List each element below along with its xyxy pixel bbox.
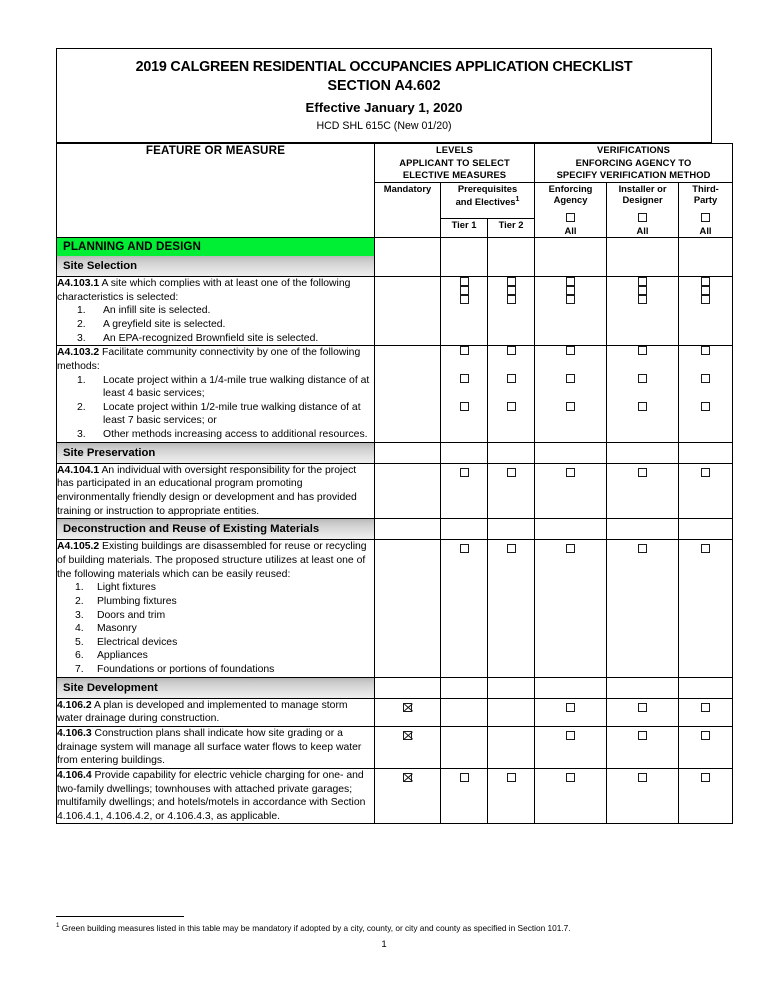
checkbox-tier2-item3[interactable] [507, 295, 516, 304]
table-row [57, 346, 733, 442]
checkbox-tier2-item2[interactable] [507, 286, 516, 295]
table-row [57, 463, 733, 519]
header-tier-2 [488, 219, 535, 237]
cell-tier2 [488, 540, 535, 677]
banner-cell-installer [607, 237, 679, 277]
header-mandatory [375, 182, 441, 237]
cell-installer-designer [607, 277, 679, 346]
table-header-group-row [57, 144, 733, 182]
list-item: Locate project within 1/2-mile true walking distance of at least 7 basic services; or [103, 401, 361, 427]
cell-installer-designer [607, 346, 679, 442]
subsection-header-cell [57, 442, 375, 463]
cell-tier1 [441, 463, 488, 519]
banner-cell-installer [607, 519, 679, 540]
cell-enforcing-agency [535, 768, 607, 824]
checkbox-tier2-item3[interactable] [507, 402, 516, 411]
page-number: 1 [381, 938, 387, 950]
banner-cell-installer [607, 442, 679, 463]
measure-description: An individual with oversight responsibility for the project has participated in an educational program promoting environmentally friendly design or development and has provided training or instruction to appropriate entities. [57, 464, 357, 517]
list-item: Appliances [97, 650, 148, 662]
banner-cell-tier1 [441, 677, 488, 698]
checkbox-tier1[interactable] [460, 544, 469, 553]
cell-tier2 [488, 277, 535, 346]
table-row [57, 768, 733, 824]
cell-mandatory [375, 463, 441, 519]
measure-text [57, 769, 374, 824]
cell-mandatory [375, 727, 441, 769]
cell-third-party [679, 463, 733, 519]
document-title-block [56, 48, 712, 143]
cell-tier2 [488, 768, 535, 824]
checkbox-all-installer-designer[interactable] [638, 213, 647, 222]
cell-tier2 [488, 698, 535, 726]
list-item: Electrical devices [97, 636, 178, 648]
header-tier2-label: Tier 2 [498, 219, 524, 231]
cell-installer-designer [607, 540, 679, 677]
checkbox-enforcing-item1[interactable] [566, 277, 575, 286]
footnote-body: Green building measures listed in this table may be mandatory if adopted by a city, county, or city and county as specified in Section 101.7. [59, 922, 571, 933]
cell-mandatory [375, 698, 441, 726]
list-item: Masonry [97, 623, 137, 635]
checkbox-installer-designer[interactable] [638, 703, 647, 712]
banner-cell-tier2 [488, 237, 535, 277]
cell-tier1 [441, 698, 488, 726]
measure-text [57, 699, 374, 726]
measure-description: A plan is developed and implemented to manage storm water drainage during construction. [57, 699, 348, 725]
checkbox-tier1[interactable] [460, 468, 469, 477]
cell-tier1 [441, 540, 488, 677]
list-item: A greyfield site is selected. [103, 319, 226, 331]
checkbox-mandatory-checked[interactable] [403, 773, 412, 782]
subsection-header-cell [57, 677, 375, 698]
cell-enforcing-agency [535, 346, 607, 442]
measure-code: A4.103.1 [57, 278, 100, 290]
header-enforcing-all-label: All [564, 224, 577, 236]
measure-a4-103-2 [57, 346, 375, 442]
cell-third-party [679, 540, 733, 677]
checkbox-installer-item3[interactable] [638, 402, 647, 411]
subsection-header-cell [57, 519, 375, 540]
checkbox-tier2-item1[interactable] [507, 346, 516, 355]
checkbox-installer-designer[interactable] [638, 468, 647, 477]
measure-text [57, 277, 374, 304]
header-verifications-line1: VERIFICATIONS [597, 144, 671, 156]
banner-cell-mandatory [375, 519, 441, 540]
banner-cell-installer [607, 677, 679, 698]
header-tier1-label: Tier 1 [451, 219, 477, 231]
checkbox-tier2-item2[interactable] [507, 374, 516, 383]
cell-third-party [679, 277, 733, 346]
title-main: 2019 CALGREEN RESIDENTIAL OCCUPANCIES APPLICATION CHECKLIST [135, 59, 633, 75]
footnote-separator [56, 916, 184, 917]
checkbox-third-item2[interactable] [701, 374, 710, 383]
checkbox-tier1-item1[interactable] [460, 277, 469, 286]
checkbox-third-party[interactable] [701, 773, 710, 782]
header-enforcing-agency [535, 182, 607, 237]
cell-third-party [679, 768, 733, 824]
checkbox-tier1-item3[interactable] [460, 295, 469, 304]
checkbox-third-item3[interactable] [701, 295, 710, 304]
cell-installer-designer [607, 727, 679, 769]
banner-cell-tier2 [488, 519, 535, 540]
header-verifications-group [535, 144, 733, 182]
checkbox-enforcing-item1[interactable] [566, 346, 575, 355]
checkbox-installer-item1[interactable] [638, 277, 647, 286]
list-item: An EPA-recognized Brownfield site is selected. [103, 332, 319, 344]
checkbox-mandatory-checked[interactable] [403, 703, 412, 712]
cell-third-party [679, 698, 733, 726]
checkbox-enforcing-agency[interactable] [566, 544, 575, 553]
measure-text [57, 346, 374, 373]
banner-cell-third [679, 442, 733, 463]
checkbox-enforcing-item2[interactable] [566, 374, 575, 383]
checkbox-enforcing-item2[interactable] [566, 286, 575, 295]
list-item: Light fixtures [97, 582, 156, 594]
cell-tier1 [441, 768, 488, 824]
checkbox-tier1-item2[interactable] [460, 374, 469, 383]
footnote-text [56, 922, 712, 934]
banner-cell-mandatory [375, 237, 441, 277]
banner-cell-tier1 [441, 237, 488, 277]
checkbox-mandatory-checked[interactable] [403, 731, 412, 740]
checklist-table [56, 143, 733, 824]
footnote-marker: 1 [56, 922, 60, 929]
list-item: An infill site is selected. [103, 305, 211, 317]
checkbox-third-party[interactable] [701, 731, 710, 740]
checkbox-third-item3[interactable] [701, 402, 710, 411]
measure-code: 4.106.4 [57, 769, 92, 781]
footnote-marker-prereq: 1 [515, 195, 520, 203]
cell-tier2 [488, 346, 535, 442]
measure-item-list [57, 304, 374, 345]
cell-third-party [679, 346, 733, 442]
measure-code: A4.105.2 [57, 541, 100, 553]
cell-tier1 [441, 727, 488, 769]
header-installer-line2: Designer [622, 194, 663, 206]
header-tier-1 [441, 219, 488, 237]
title-section: SECTION A4.602 [327, 77, 441, 94]
measure-item-list [57, 581, 374, 676]
cell-mandatory [375, 768, 441, 824]
checkbox-installer-designer[interactable] [638, 544, 647, 553]
checkbox-third-party[interactable] [701, 703, 710, 712]
banner-cell-third [679, 519, 733, 540]
list-item: Doors and trim [97, 609, 166, 621]
list-item: Plumbing fixtures [97, 595, 177, 607]
checkbox-tier1-item3[interactable] [460, 402, 469, 411]
banner-cell-mandatory [375, 677, 441, 698]
checkbox-third-party[interactable] [701, 544, 710, 553]
measure-item-list [57, 374, 374, 442]
checkbox-installer-designer[interactable] [638, 773, 647, 782]
header-levels-line3: ELECTIVE MEASURES [402, 169, 507, 181]
banner-cell-tier1 [441, 519, 488, 540]
cell-tier1 [441, 277, 488, 346]
cell-tier2 [488, 463, 535, 519]
header-installer-or-designer [607, 182, 679, 237]
cell-third-party [679, 727, 733, 769]
table-row [57, 727, 733, 769]
banner-cell-tier2 [488, 677, 535, 698]
checkbox-tier2[interactable] [507, 544, 516, 553]
checkbox-tier2-item1[interactable] [507, 277, 516, 286]
subsection-banner-row-deconstruction [57, 519, 733, 540]
checkbox-third-item1[interactable] [701, 346, 710, 355]
checkbox-enforcing-agency[interactable] [566, 773, 575, 782]
header-levels-line2: APPLICANT TO SELECT [399, 156, 510, 168]
checkbox-installer-item1[interactable] [638, 346, 647, 355]
checkbox-installer-designer[interactable] [638, 731, 647, 740]
header-prerequisites-and-electives [441, 182, 535, 219]
section-header-cell [57, 237, 375, 277]
header-prereq-line1: Prerequisites [457, 182, 518, 194]
header-enforcing-line2: Agency [553, 194, 588, 206]
subsection-title-site-selection: Site Selection [57, 256, 374, 276]
cell-mandatory [375, 346, 441, 442]
list-item: Foundations or portions of foundations [97, 664, 275, 676]
checkbox-installer-item2[interactable] [638, 374, 647, 383]
cell-installer-designer [607, 698, 679, 726]
banner-cell-mandatory [375, 442, 441, 463]
checkbox-tier1-item1[interactable] [460, 346, 469, 355]
header-installer-all-label: All [636, 224, 649, 236]
measure-description: Existing buildings are disassembled for reuse or recycling of building materials. The proposed structure utilizes at least one of the following materials which can be easily reused: [57, 541, 367, 580]
checkbox-all-enforcing-agency[interactable] [566, 213, 575, 222]
checkbox-enforcing-agency[interactable] [566, 468, 575, 477]
measure-a4-103-1 [57, 277, 375, 346]
measure-description: A site which complies with at least one of the following characteristics is selected: [57, 278, 351, 303]
cell-enforcing-agency [535, 698, 607, 726]
section-banner-row-planning [57, 237, 733, 277]
header-levels-line1: LEVELS [435, 144, 474, 156]
banner-cell-enforcing [535, 519, 607, 540]
banner-cell-enforcing [535, 677, 607, 698]
subsection-title-deconstruction: Deconstruction and Reuse of Existing Materials [57, 519, 374, 539]
measure-code: A4.103.2 [57, 347, 100, 359]
subsection-banner-row-site-development [57, 677, 733, 698]
table-row [57, 540, 733, 677]
measure-description: Provide capability for electric vehicle charging for one- and two-family dwellings; townhouses with attached private garages; multifamily dwellings; and hotels/motels in accordance with Section 4.106.4.1, 4.106.4.2, or 4.106.4.3, as applicable. [57, 769, 366, 822]
banner-cell-tier2 [488, 442, 535, 463]
header-third-party [679, 182, 733, 237]
banner-cell-third [679, 677, 733, 698]
section-title-planning-and-design: PLANNING AND DESIGN [57, 238, 374, 256]
measure-text [57, 464, 374, 519]
cell-enforcing-agency [535, 540, 607, 677]
checkbox-tier2[interactable] [507, 773, 516, 782]
header-feature-or-measure [57, 144, 375, 237]
title-form-number: HCD SHL 615C (New 01/20) [316, 119, 452, 132]
subsection-banner-row-site-preservation [57, 442, 733, 463]
cell-tier1 [441, 346, 488, 442]
header-third-line1: Third- [692, 182, 719, 194]
checkbox-installer-item2[interactable] [638, 286, 647, 295]
header-third-line2: Party [693, 194, 718, 206]
list-item: Locate project within a 1/4-mile true walking distance of at least 4 basic services; [103, 374, 370, 400]
title-effective-date: Effective January 1, 2020 [305, 99, 463, 115]
checkbox-all-third-party[interactable] [701, 213, 710, 222]
cell-enforcing-agency [535, 727, 607, 769]
checkbox-tier1[interactable] [460, 773, 469, 782]
header-enforcing-line1: Enforcing [548, 182, 593, 194]
measure-4-106-2 [57, 698, 375, 726]
header-prereq-line2: and Electives$^1$ [455, 195, 520, 207]
checkbox-tier1-item2[interactable] [460, 286, 469, 295]
checkbox-third-party[interactable] [701, 468, 710, 477]
banner-cell-enforcing [535, 237, 607, 277]
checkbox-third-item2[interactable] [701, 286, 710, 295]
measure-description: Construction plans shall indicate how site grading or a drainage system will manage all surface water flows to keep water from entering buildings. [57, 728, 362, 767]
header-verifications-line3: SPECIFY VERIFICATION METHOD [556, 169, 711, 181]
header-mandatory-label: Mandatory [383, 182, 432, 194]
measure-text [57, 540, 374, 581]
checkbox-tier2[interactable] [507, 468, 516, 477]
list-item: Other methods increasing access to additional resources. [103, 429, 368, 441]
measure-4-106-3 [57, 727, 375, 769]
cell-installer-designer [607, 768, 679, 824]
measure-code: 4.106.2 [57, 699, 92, 711]
measure-text [57, 727, 374, 768]
header-levels-group [375, 144, 535, 182]
checkbox-enforcing-item3[interactable] [566, 295, 575, 304]
header-third-all-label: All [699, 224, 712, 236]
checkbox-enforcing-agency[interactable] [566, 731, 575, 740]
measure-a4-105-2 [57, 540, 375, 677]
header-feature-label: FEATURE OR MEASURE [145, 144, 286, 158]
subsection-title-site-development: Site Development [57, 678, 374, 698]
cell-mandatory [375, 540, 441, 677]
subsection-title-site-preservation: Site Preservation [57, 443, 374, 463]
banner-cell-tier1 [441, 442, 488, 463]
measure-a4-104-1 [57, 463, 375, 519]
footnote-area [56, 916, 712, 950]
banner-cell-third [679, 237, 733, 277]
cell-installer-designer [607, 463, 679, 519]
header-installer-line1: Installer or [618, 182, 667, 194]
measure-code: A4.104.1 [57, 464, 100, 476]
checkbox-enforcing-agency[interactable] [566, 703, 575, 712]
table-row [57, 277, 733, 346]
measure-description: Facilitate community connectivity by one of the following methods: [57, 347, 361, 372]
table-row [57, 698, 733, 726]
measure-code: 4.106.3 [57, 728, 92, 740]
checkbox-enforcing-item3[interactable] [566, 402, 575, 411]
cell-tier2 [488, 727, 535, 769]
banner-cell-enforcing [535, 442, 607, 463]
measure-4-106-4 [57, 768, 375, 824]
checkbox-third-item1[interactable] [701, 277, 710, 286]
checkbox-installer-item3[interactable] [638, 295, 647, 304]
cell-enforcing-agency [535, 463, 607, 519]
cell-enforcing-agency [535, 277, 607, 346]
cell-mandatory [375, 277, 441, 346]
header-verifications-line2: ENFORCING AGENCY TO [575, 156, 692, 168]
